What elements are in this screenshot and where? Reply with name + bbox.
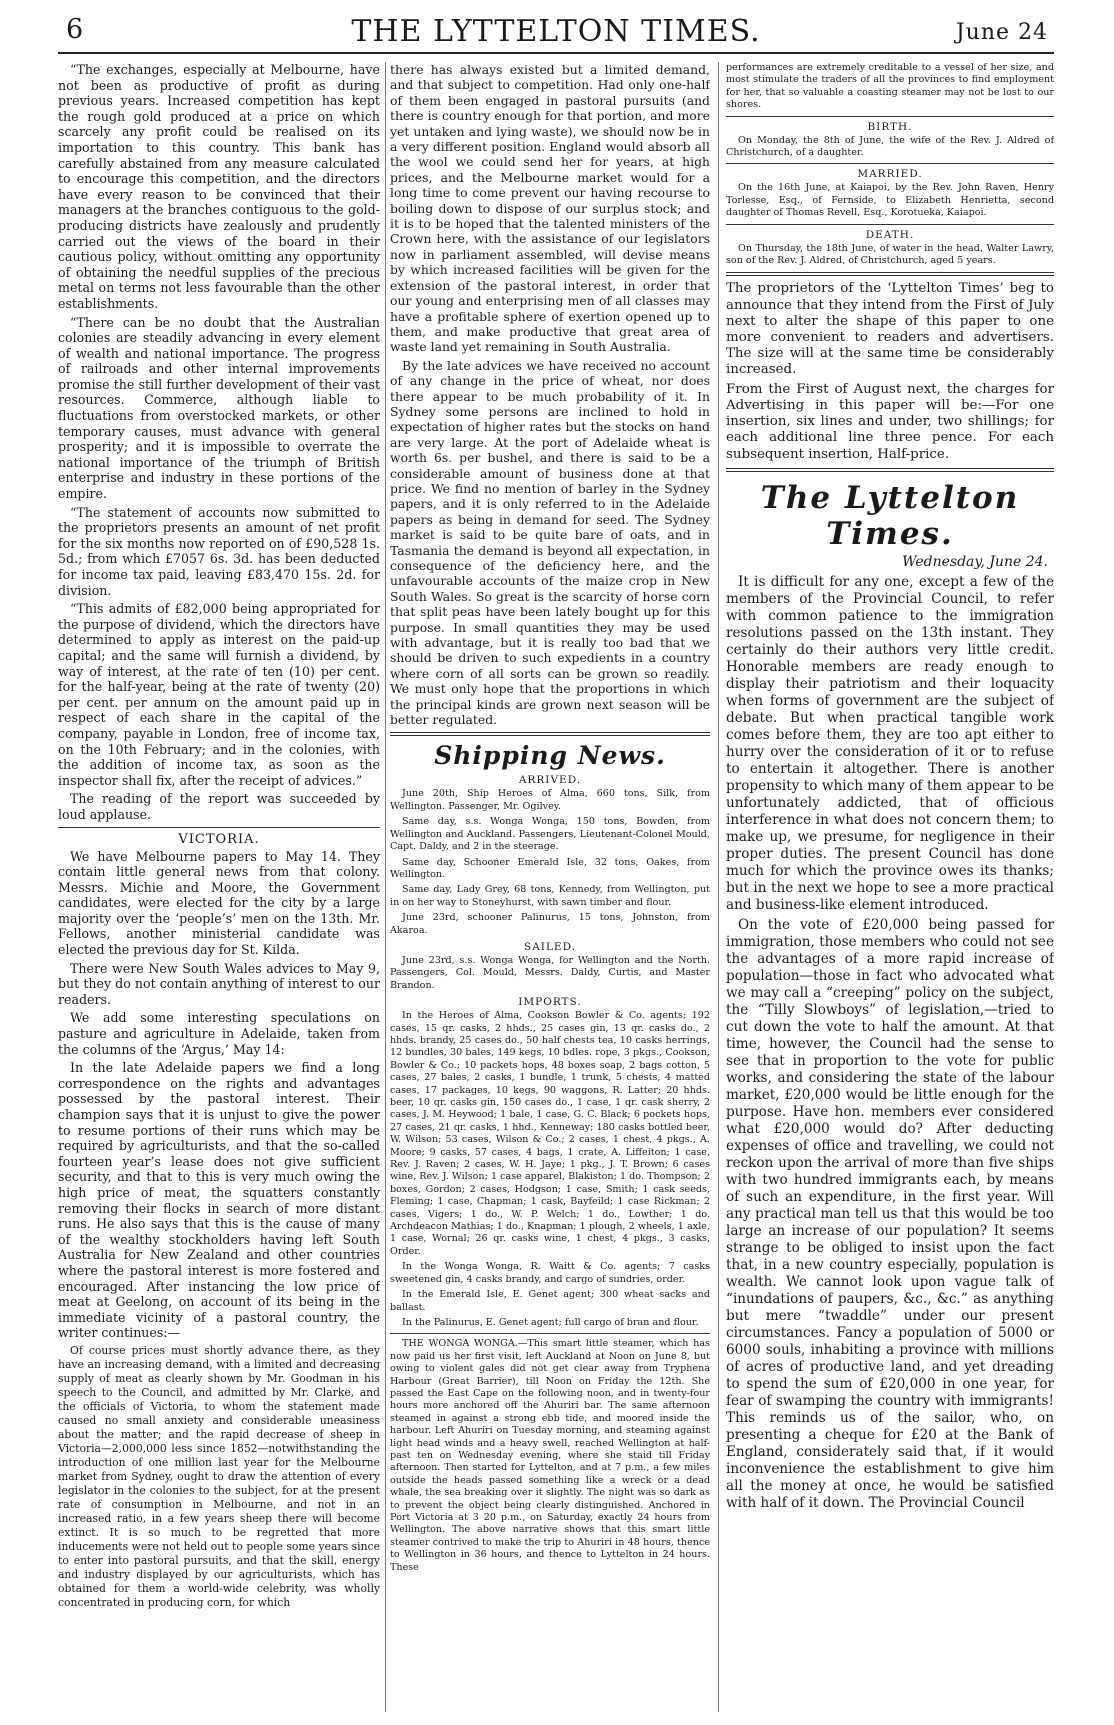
- paragraph: The proprietors of the ‘Lyttelton Times’ beg to announce that they intend from the First of July next to alter the shape of this paper to one more convenient to readers and advertisers. The size will at the same time be considerably increased.: [726, 281, 1054, 378]
- quoted-extract: Of course prices must shortly advance there, as they have an increasing demand, with a limited and decreasing supply of meat as clearly shown by Mr. Goodman in his speech to the Council, and admitted by Mr. Clarke, and the officials of Victoria, to whom the statement made caused no small anxiety and considerable uneasiness about the matter; and the rapid decrease of sheep in Victoria—2,000,000 less since 1852—notwithstanding the introduction of one million last year for the Melbourne market from Sydney, ought to draw the attention of every legislator in the colonies to the subject, for at the present rate of consumption in Melbourne, and not in an increased ratio, in a few years sheep there will become extinct. It is so much to be regretted that more inducements were not held out to people some years since to enter into pastoral pursuits, and that the skill, energy and industry displayed by our agriculturists, which has obtained for them a world-wide celebrity, was wholly concentrated in producing corn, for which: [58, 1343, 380, 1609]
- column-rule: [718, 62, 719, 1712]
- divider: [726, 272, 1054, 276]
- page-number: 6: [66, 14, 84, 45]
- divider: [726, 468, 1054, 472]
- adelaide-article: [390, 62, 710, 727]
- proprietors-announcement: [726, 281, 1054, 462]
- paragraph: By the late advices we have received no account of any change in the price of wheat, nor does there appear to be much probability of it. In Sydney some persons are inclined to hold in expectation of higher rates but the stocks on hand are very large. At the port of Adelaide wheat is worth 6s. per bushel, and there is said to be a considerable amount of business done at that price. We find no mention of barley in the Sydney papers, and it is only referred to in the Adelaide papers as being in demand for seed. The Sydney market is said to be quite bare of oats, and in Tasmania the demand is beyond all expectation, in consequence of the deficiency here, and the unfavourable accounts of the maize crop in New South Wales. So great is the scarcity of horse corn that split peas have been lately bought up for this purpose. In small quantities they may be used with advantage, but it is really too bad that we should be driven to such expedients in a country where corn of all sorts can be grown so readily. We must only hope that the proportions in which the principal kinds are grown next season will be better regulated.: [390, 357, 710, 728]
- newspaper-title: THE LYTTELTON TIMES.: [351, 14, 761, 49]
- paragraph: On the vote of £20,000 being passed for immigration, those members who could not see the advantages of a more rapid increase of population—those in fact who advocated what we may call a “creeping” policy on the subject, the “Tilly Slowboys” of legislation,—tried to cut down the vote to half the amount. At that time, however, the Council had the sense to see that in proportion to the vote for public works, and considering the state of the labour market, £20,000 would be little enough for the purpose. Have hon. members ever considered what £20,000 would do? After deducting expenses of office and travelling, we could not reckon upon the arrival of more than five ships with two hundred immigrants each, by means of such an expenditure, in the first year. Will any practical man tell us that this would be too large an increase of our population? It seems strange to be obliged to insist upon the fact that, in a new country especially, population is wealth. We cannot look upon vague talk of “inundations of paupers, &c., &c.” as anything but mere “twaddle” under our present circumstances. Fancy a population of 5000 or 6000 souls, inhabiting a province with millions of acres of productive land, and yet dreading to spend the sum of £20,000 in one year, for fear of swamping the country with immigrants! This reminds us of the sailor, who, on presenting a cheque for £20 at the Bank of England, considerately said that, if it would inconvenience the establishment to give him all the money at once, he would be satisfied with half of it down. The Provincial Council: [726, 916, 1054, 1511]
- paragraph: The reading of the report was succeeded by loud applause.: [58, 791, 380, 822]
- paragraph: It is difficult for any one, except a few of the members of the Provincial Council, to refer with common patience to the immigration resolutions passed on the 13th instant. They certainly do their authors very little credit. Honorable members are ready enough to display their patriotism and their loquacity when forms of government are the subject of debate. But when practical tangible work comes before them, they are too apt either to hurry over the consideration of it or to refuse to entertain it altogether. There is another propensity to which many of them appear to be unfortunately addicted, that of officious interference in what does not concern them; to make up, we presume, for negligence in their proper duties. The present Council has done much for which the province owes its thanks; but in the next we hope to see a more practical and business-like element introduced.: [726, 573, 1054, 913]
- wonga-wonga-note: THE WONGA WONGA.—This smart little steamer, which has now paid us her first visit, left Auckland at Noon on June 8, but owing to violent gales did not get clear away from Tryphena Harbour (Great Barrier), till Noon on Friday the 12th. She passed the East Cape on the following noon, and in twenty-four hours more anchored off the Ahuriri bar. The same afternoon steamed in against a strong ebb tide, and moored inside the harbour. Left Ahuriri on Tuesday morning, and steaming against light head winds and a heavy swell, reached Wellington at half-past ten on Wednesday evening, where she staid till Friday afternoon. Then started for Lyttelton, and at 7 p.m., a few miles outside the heads passed something like a wreck or a dead whale, the sea breaking over it slightly. The night was so dark as to prevent the object being clearly distinguished. Anchored in Port Victoria at 3 20 p.m., on Saturday, exactly 24 hours from Wellington. The above narrative shows that this smart little steamer contrived to make the trip to Ahuriri in 48 hours, thence to Wellington in 36 hours, and thence to Lyttelton in 24 hours. These: [390, 1338, 710, 1573]
- list-item: In the Wonga Wonga, R. Waitt & Co. agents; 7 casks sweetened gin, 4 casks brandy, and cargo of sundries, order.: [390, 1261, 710, 1285]
- list-item: In the Emerald Isle, E. Genet agent; 300 wheat sacks and ballast.: [390, 1289, 710, 1313]
- paragraph: “There can be no doubt that the Australian colonies are steadily advancing in every element of wealth and national importance. The progress of railroads and other internal improvements promise the still further development of their vast resources. Commerce, although liable to fluctuations from overstocked markets, or other temporary causes, must advance with general prosperity; and it is impossible to overrate the national importance of the triumph of British enterprise and industry in these portions of the empire.: [58, 314, 380, 502]
- death-heading: DEATH.: [865, 228, 915, 241]
- divider: [726, 224, 1054, 225]
- marriage-notice: On the 16th June, at Kaiapoi, by the Rev. John Raven, Henry Torlesse, Esq., of Fernside, to Elizabeth Henrietta, second daughter of Thomas Revell, Esq., Korotueka, Kaiapoi.: [726, 182, 1054, 219]
- column-2: [390, 62, 710, 1712]
- column-1: [58, 62, 380, 1712]
- paragraph: “The statement of accounts now submitted to the proprietors presents an amount of net profit for the six months now reported on of £90,528 1s. 5d.; from which £7057 6s. 3d. has been deducted for income tax paid, leaving £83,470 15s. 2d. for division.: [58, 504, 380, 598]
- paragraph: “The exchanges, especially at Melbourne, have not been as productive of profit as during previous years. Increased competition has kept the rough gold produced at a price on which scarcely any profit could be realised on its importation to this country. This bank has carefully abstained from any measure calculated to encourage this competition, and the directors have every reason to be convinced that their managers at the branches contiguous to the gold-producing districts have zealously and prudently carried out the views of the board in their cautious policy, without omitting any opportunity of obtaining the needful supplies of the precious metal on terms not less favourable than the other establishments.: [58, 62, 380, 311]
- arrived-heading: ARRIVED.: [518, 774, 582, 787]
- paragraph: From the First of August next, the charges for Advertising in this paper will be:—For one insertion, six lines and under, two shillings; for each additional line three pence. For each subsequent insertion, Half-price.: [726, 381, 1054, 462]
- shipping-news-title: Shipping News.: [434, 741, 666, 771]
- paragraph: We add some interesting speculations on pasture and agriculture in Adelaide, taken from the columns of the ‘Argus,’ May 14:: [58, 1010, 380, 1057]
- bank-report: [58, 62, 380, 823]
- sailed-heading: SAILED.: [524, 940, 576, 953]
- paragraph: In the late Adelaide papers we find a long correspondence on the rights and advantages possessed by the pastoral interest. Their champion says that it is unjust to give the power to resume portions of their runs which may be required by agriculturists, and that the so-called fourteen year’s lease does not give sufficient security, and that to this is very much owing the high price of meat, the squatters constantly removing their flocks in search of more distant runs. He also says that this is the cause of many of the wealthy stockholders having left South Australia for New Zealand and other countries where the pastoral interest is more fostered and encouraged. After instancing the low price of meat at Geelong, on account of its being in the immediate vicinity of a pastoral country, the writer continues:—: [58, 1060, 380, 1341]
- birth-notice: On Monday, the 8th of June, the wife of the Rev. J. Aldred of Christchurch, of a daughter.: [726, 134, 1054, 159]
- masthead: [58, 10, 1054, 54]
- list-item: Same day, Lady Grey, 68 tons, Kennedy, from Wellington, put in on her way to Stoneyhurst, with sawn timber and flour.: [390, 884, 710, 908]
- steamer-note-continued: performances are extremely creditable to a vessel of her size, and most stimulate the traders of all the provinces to find employment for her, that so valuable a coasting steamer may not be lost to our shores.: [726, 62, 1054, 111]
- list-item: Same day, Schooner Emerald Isle, 32 tons, Oakes, from Wellington.: [390, 856, 710, 880]
- list-item: June 23rd, s.s. Wonga Wonga, for Wellington and the North. Passengers, Col. Mould, Messrs. Daldy, Curtis, and Master Brandon.: [390, 954, 710, 991]
- imports-list: [390, 1010, 710, 1329]
- victoria-heading: VICTORIA.: [178, 831, 260, 847]
- divider: [390, 732, 710, 736]
- victoria-article: [58, 849, 380, 1341]
- paragraph: there has always existed but a limited demand, and that subject to competition. Had only one-half of them been engaged in pastoral pursuits (and there is country enough for that portion, and more yet untaken and lying waste), we should now be in a very different position. England would absorb all the wool we could send her for years, at high prices, and the Melbourne market would for a long time to come prevent our having recourse to boiling down to dispose of our surplus stock; and it is to be hoped that the talented ministers of the Crown here, with the assistance of our legislators now in parliament assembled, will devise means by which increased facilities will be given for the extension of the pastoral interest, in order that our young and enterprising men of all classes may have a profitable sphere of exertion opened up to them, and make productive that great area of waste land yet remaining in South Australia.: [390, 62, 710, 355]
- paragraph: There were New South Wales advices to May 9, but they do not contain anything of interest to our readers.: [58, 960, 380, 1007]
- divider: [58, 827, 380, 828]
- sailed-list: [390, 955, 710, 992]
- list-item: In the Heroes of Alma, Cookson Bowler & Co. agents; 192 cases, 15 qr. casks, 2 hhds., 25 cases gin, 13 qr. casks do., 2 hhds. brandy, 25 cases do., 50 half chests tea, 10 casks herrings, 12 bundles, 30 bales, 149 kegs, 10 bdles. rope, 3 pkgs., Cookson, Bowler & Co.; 10 packets hops, 48 boxes soap, 2 bags cotton, 5 cases, 27 bales, 2 casks, 1 bundle, 1 trunk, 5 chests, 4 matted cases, 17 packages, 10 kegs, 90 waggons, R. Latter; 20 hhds. beer, 10 qr. casks gin, 150 cases do., 1 case, 1 qr. cask sherry, 2 cases, J. M. Heywood; 1 bale, 1 case, G. C. Black; 6 pockets hops, 27 cases, 21 qr. casks, 1 hhd., Kenneway; 180 casks bottled beer, W. Wilson; 53 cases, Wilson & Co.; 2 cases, 1 chest, 4 pkgs., A. Moore; 9 casks, 57 cases, 4 bags, 1 crate, A. Liffeiton; 1 case, Rev. J. Raven; 2 cases, W. H. Jaye; 1 pkg., J. T. Brown; 6 cases wine, Rev. J. Wilson; 1 case apparel, Blakiston; 1 do. Thompson; 2 boxes, Gordon; 2 cases, Hodgson; 1 case, Smith; 1 cask seeds, Fleming; 1 case, Chapman; 1 cask, Bayfeild; 1 case Rickman; 2 cases, Vigers; 1 do., W. P. Welch; 1 do., Lowther; 1 do. Archdeacon Mathias; 1 do., Knapman; 1 plough, 2 wheels, 1 axle, 1 case, Wornal; 26 qr. casks wine, 1 chest, 4 pkgs., 3 casks, Order.: [390, 1010, 710, 1257]
- divider: [390, 1333, 710, 1334]
- paragraph: We have Melbourne papers to May 14. They contain little general news from that colony. Messrs. Michie and Moore, the Government candidates, were elected for the city by a large majority over the ‘people’s’ men on the 13th. Mr. Fellows, another ministerial candidate was elected the previous day for St. Kilda.: [58, 848, 380, 958]
- birth-heading: BIRTH.: [867, 120, 913, 133]
- imports-heading: IMPORTS.: [518, 996, 582, 1009]
- list-item: June 23rd, schooner Palinurus, 15 tons, Johnston, from Akaroa.: [390, 912, 710, 936]
- editorial: [726, 574, 1054, 1512]
- list-item: Same day, s.s. Wonga Wonga, 150 tons, Bowden, from Wellington and Auckland. Passengers, Lieutenant-Colonel Mould, Capt. Daldy, and 2 in the steerage.: [390, 816, 710, 853]
- column-3: [726, 62, 1054, 1712]
- list-item: In the Palinurus, E. Genet agent; full cargo of bran and flour.: [402, 1316, 699, 1328]
- editorial-dateline: Wednesday, June 24.: [902, 553, 1048, 570]
- issue-date: June 24: [955, 20, 1048, 45]
- arrived-list: [390, 788, 710, 936]
- paragraph: “This admits of £82,000 being appropriated for the purpose of dividend, which the directors have determined to apply as interest on the paid-up capital; and the same will furnish a dividend, by way of interest, at the rate of ten (10) per cent. for the half-year, being at the rate of twenty (20) per cent. per annum on the amount paid up in respect of each share in the capital of the company, payable in London, free of income tax, on the 10th February; and in the colonies, with the addition of income tax, as soon as the inspector shall fix, after the receipt of advices.”: [58, 601, 380, 788]
- editorial-title: The Lyttelton Times.: [760, 479, 1020, 552]
- married-heading: MARRIED.: [857, 168, 923, 181]
- list-item: June 20th, Ship Heroes of Alma, 660 tons, Silk, from Wellington. Passenger, Mr. Ogilvey.: [390, 788, 710, 812]
- divider: [726, 116, 1054, 117]
- divider: [726, 163, 1054, 164]
- death-notice: On Thursday, the 18th June, of water in the head, Walter Lawry, son of the Rev. J. Aldred, of Christchurch, aged 5 years.: [726, 242, 1054, 267]
- column-rule: [385, 62, 386, 1712]
